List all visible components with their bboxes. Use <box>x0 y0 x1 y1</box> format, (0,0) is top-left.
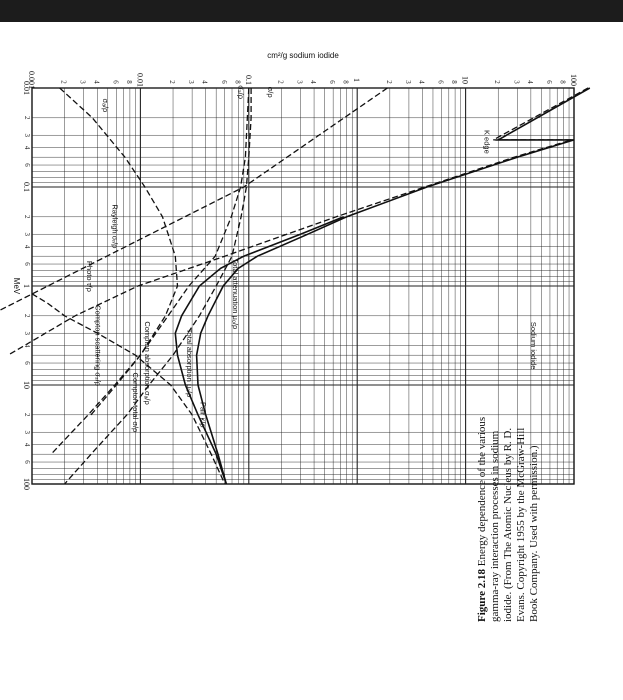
energy-tick-label: 6 <box>23 361 31 365</box>
value-decade-label: 0.001 <box>27 71 36 89</box>
value-tick-label: 2 <box>168 80 177 84</box>
value-tick-label: 8 <box>341 80 350 84</box>
figure-caption <box>476 412 541 622</box>
figure-number: Figure 2.18 <box>476 569 488 622</box>
value-tick-label: 8 <box>124 80 133 84</box>
value-tick-label: 2 <box>384 80 393 84</box>
energy-tick-label: 6 <box>23 262 31 266</box>
annotation-label: σ/ρ <box>265 86 275 98</box>
value-tick-label: 8 <box>558 80 567 84</box>
value-decade-label: 100 <box>569 74 578 86</box>
energy-decade-label: 0.1 <box>22 182 31 192</box>
value-tick-label: 6 <box>219 80 228 84</box>
energy-tick-label: 2 <box>23 413 31 417</box>
value-decade-label: 0.1 <box>243 75 253 85</box>
value-tick-label: 4 <box>417 80 426 84</box>
energy-tick-label: 2 <box>23 116 31 120</box>
series-line <box>51 88 177 454</box>
x-axis-title: MeV <box>12 277 21 295</box>
value-tick-label: 6 <box>111 80 120 84</box>
energy-decade-label: 10 <box>22 381 31 389</box>
series-label: Compton scattering σₛ/ρ <box>93 305 103 387</box>
value-tick-label: 6 <box>436 80 445 84</box>
energy-tick-label: 4 <box>23 244 31 249</box>
series-label: Photo τ/ρ <box>84 260 94 292</box>
annotation-label: σₐ/ρ <box>100 98 110 113</box>
energy-tick-label: 4 <box>23 145 31 150</box>
series-label: Total attenuation μ₀/ρ <box>231 258 241 330</box>
value-tick-label: 8 <box>450 80 459 84</box>
value-tick-label: 4 <box>200 80 209 84</box>
value-tick-label: 2 <box>493 80 502 84</box>
energy-tick-label: 4 <box>23 442 31 447</box>
energy-tick-label: 3 <box>23 331 31 335</box>
value-tick-label: 6 <box>544 80 553 84</box>
series-label: Compton total σ/ρ <box>130 372 140 433</box>
energy-tick-label: 3 <box>23 430 31 434</box>
value-tick-label: 2 <box>276 80 285 84</box>
figure-caption-text: Energy dependence of the various gamma-ray interaction processes in sodium iodide. (From The Atomic Nucleus by R. D. Evans. Copyright 1955 by the McGraw-Hill Book Company. Used with permission.) <box>476 416 540 622</box>
energy-decade-label: 1 <box>22 284 31 288</box>
value-tick-label: 3 <box>403 80 412 84</box>
chart-title: Sodium iodide <box>528 321 538 370</box>
annotation-label: K edge <box>482 129 492 154</box>
energy-tick-label: 6 <box>23 460 31 464</box>
energy-tick-label: 6 <box>23 163 31 167</box>
value-tick-label: 3 <box>78 80 87 84</box>
energy-tick-label: 2 <box>23 314 31 318</box>
value-decade-label: 1 <box>352 78 362 82</box>
series-label: Rayleigh σᵣ/ρ <box>110 204 120 249</box>
value-tick-label: 2 <box>59 80 68 84</box>
series-label: Total absorption μₐ/ρ <box>185 328 195 398</box>
energy-tick-label: 3 <box>23 232 31 236</box>
energy-tick-label: 3 <box>23 133 31 137</box>
y-axis-title: cm²/g sodium iodide <box>267 51 339 60</box>
value-decade-label: 0.01 <box>135 73 145 87</box>
value-tick-label: 6 <box>328 80 337 84</box>
value-tick-label: 3 <box>187 80 196 84</box>
value-tick-label: 3 <box>295 80 304 84</box>
energy-decade-label: 100 <box>22 478 31 490</box>
value-tick-label: 4 <box>92 80 101 84</box>
value-tick-label: 4 <box>525 80 534 84</box>
value-tick-label: 4 <box>309 80 318 84</box>
energy-tick-label: 2 <box>23 215 31 219</box>
value-tick-label: 8 <box>233 80 242 84</box>
value-tick-label: 3 <box>512 80 521 84</box>
energy-tick-label: 4 <box>23 343 31 348</box>
series-line <box>91 88 249 415</box>
value-decade-label: 10 <box>460 76 470 84</box>
series-label: Pair κ/ρ <box>198 402 208 428</box>
series-label: Compton absorption σₐ/ρ <box>142 321 152 405</box>
series-line <box>175 217 343 484</box>
annotation-label: σₛ/ρ <box>236 85 246 99</box>
energy-decade-label: 0.01 <box>22 81 31 95</box>
series-line <box>32 294 225 484</box>
